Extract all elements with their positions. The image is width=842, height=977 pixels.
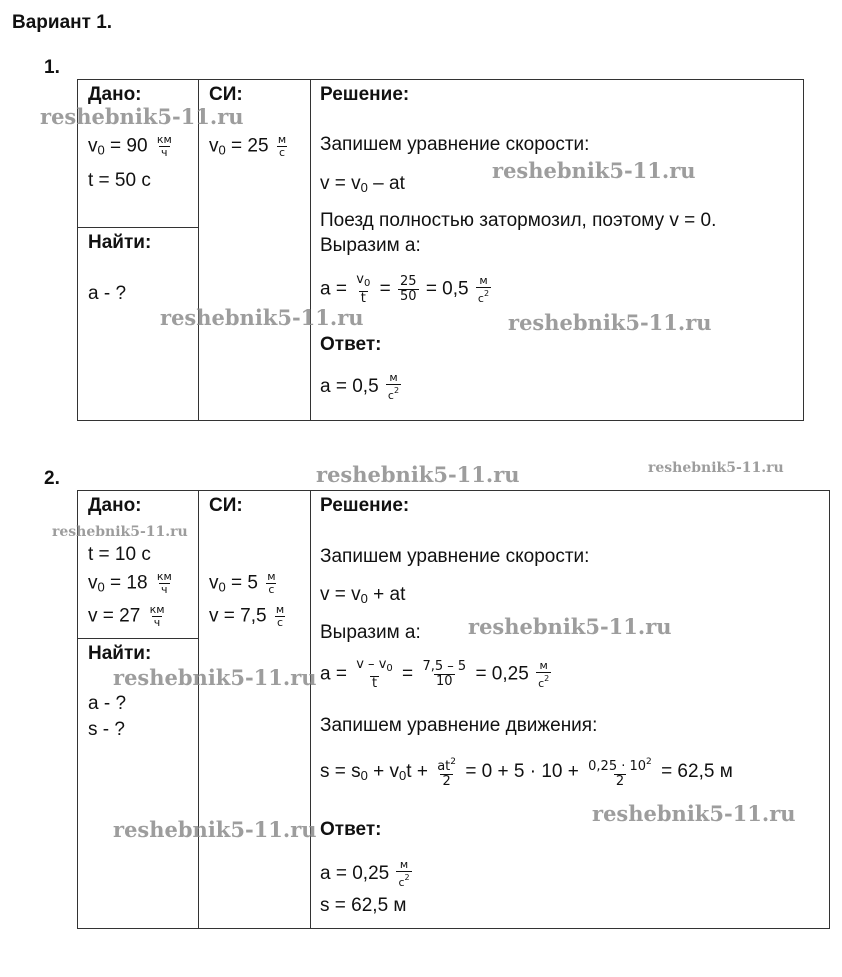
watermark: reshebnik5-11.ru [592,801,796,826]
watermark: reshebnik5-11.ru [52,524,188,540]
si-header: СИ: [209,495,243,516]
solution-line: Запишем уравнение скорости: [320,546,590,567]
fraction: $\frac{at^2}{2}$ [437,757,457,789]
watermark: reshebnik5-11.ru [40,104,244,129]
row-divider [78,227,198,228]
given-header: Дано: [88,84,142,105]
si-v0: $v_0 = 25$ $\frac{м}{с}$ [209,133,287,159]
solution-line: Поезд полностью затормозил, поэтому v = 0. [320,210,717,231]
formula-acceleration: a = $\frac{v_0}{t}$ = $\frac{25}{50}$ = 0,5 $\frac{м}{с^2}$ [320,272,490,306]
unit-fraction: $\frac{м}{с^2}$ [398,858,410,889]
solution-header: Решение: [320,84,410,105]
given-v: v = 27 $\frac{км}{ч}$ [88,603,165,629]
fraction: $\frac{v - v_0}{t}$ [356,657,393,691]
solution-line: Выразим a: [320,235,421,256]
si-v0: $v_0 = 5$ $\frac{м}{с}$ [209,570,276,596]
problem-2-number: 2. [44,468,60,489]
solution-line: Выразим a: [320,622,421,643]
watermark: reshebnik5-11.ru [113,817,317,842]
unit-fraction: $\frac{км}{ч}$ [156,570,172,596]
find-header: Найти: [88,643,152,664]
formula-acceleration: a = $\frac{v - v_0}{t}$ = $\frac{7,5 - 5}{10}$ = 0,25 $\frac{м}{с^2}$ [320,657,550,691]
unit-fraction: $\frac{м}{с^2}$ [387,371,400,402]
answer-distance: s = 62,5 м [320,895,407,916]
fraction: $\frac{25}{50}$ [399,274,417,304]
given-v0: $v_0 = 90$ $\frac{км}{ч}$ [88,133,172,159]
watermark: reshebnik5-11.ru [113,665,317,690]
si-v: v = 7,5 $\frac{м}{с}$ [209,603,285,629]
find-item: a - ? [88,283,127,304]
fraction: $\frac{7,5 - 5}{10}$ [422,659,467,689]
unit-fraction: $\frac{м}{с^2}$ [477,273,490,305]
answer-acceleration: a = 0,25 $\frac{м}{с^2}$ [320,858,410,889]
fraction: $\frac{v_0}{t}$ [356,272,371,306]
answer-header: Ответ: [320,819,382,840]
formula-motion: $s = s_0 + v_0t$ + $\frac{at^2}{2}$ = 0 + 5 · 10 + $\frac{0,25 \cdot 10^2}{2}$ = 62,5 м [320,757,733,789]
find-header: Найти: [88,232,152,253]
solution-line: Запишем уравнение движения: [320,715,598,736]
fraction: $\frac{0,25 \cdot 10^2}{2}$ [588,757,652,789]
column-divider [198,80,199,420]
solution-line: $v = v_0$ – at [320,173,405,195]
problem-1-table [77,79,804,421]
column-divider [310,491,311,928]
solution-line: $v = v_0$ + at [320,584,406,606]
si-header: СИ: [209,84,243,105]
find-item: s - ? [88,719,125,740]
given-v0: $v_0 = 18$ $\frac{км}{ч}$ [88,570,172,596]
watermark: reshebnik5-11.ru [316,462,520,487]
given-t: t = 50 с [88,170,151,191]
variant-title: Вариант 1. [12,12,113,33]
solution-line: Запишем уравнение скорости: [320,134,590,155]
given-t: t = 10 с [88,544,151,565]
answer-value: a = 0,5 $\frac{м}{с^2}$ [320,371,400,402]
row-divider [78,638,198,639]
watermark: reshebnik5-11.ru [468,614,672,639]
watermark: reshebnik5-11.ru [160,305,364,330]
unit-fraction: $\frac{м}{с}$ [277,133,287,159]
watermark: reshebnik5-11.ru [508,310,712,335]
solution-header: Решение: [320,495,410,516]
watermark: reshebnik5-11.ru [648,460,784,476]
problem-1-number: 1. [44,57,60,78]
unit-fraction: $\frac{км}{ч}$ [149,603,165,629]
answer-header: Ответ: [320,334,382,355]
unit-fraction: $\frac{м}{с^2}$ [538,658,550,690]
watermark: reshebnik5-11.ru [492,158,696,183]
column-divider [310,80,311,420]
unit-fraction: $\frac{км}{ч}$ [156,133,172,159]
column-divider [198,491,199,928]
given-header: Дано: [88,495,142,516]
unit-fraction: $\frac{м}{с}$ [267,570,276,596]
find-item: a - ? [88,693,127,714]
unit-fraction: $\frac{м}{с}$ [275,603,285,629]
problem-2-table [77,490,830,929]
